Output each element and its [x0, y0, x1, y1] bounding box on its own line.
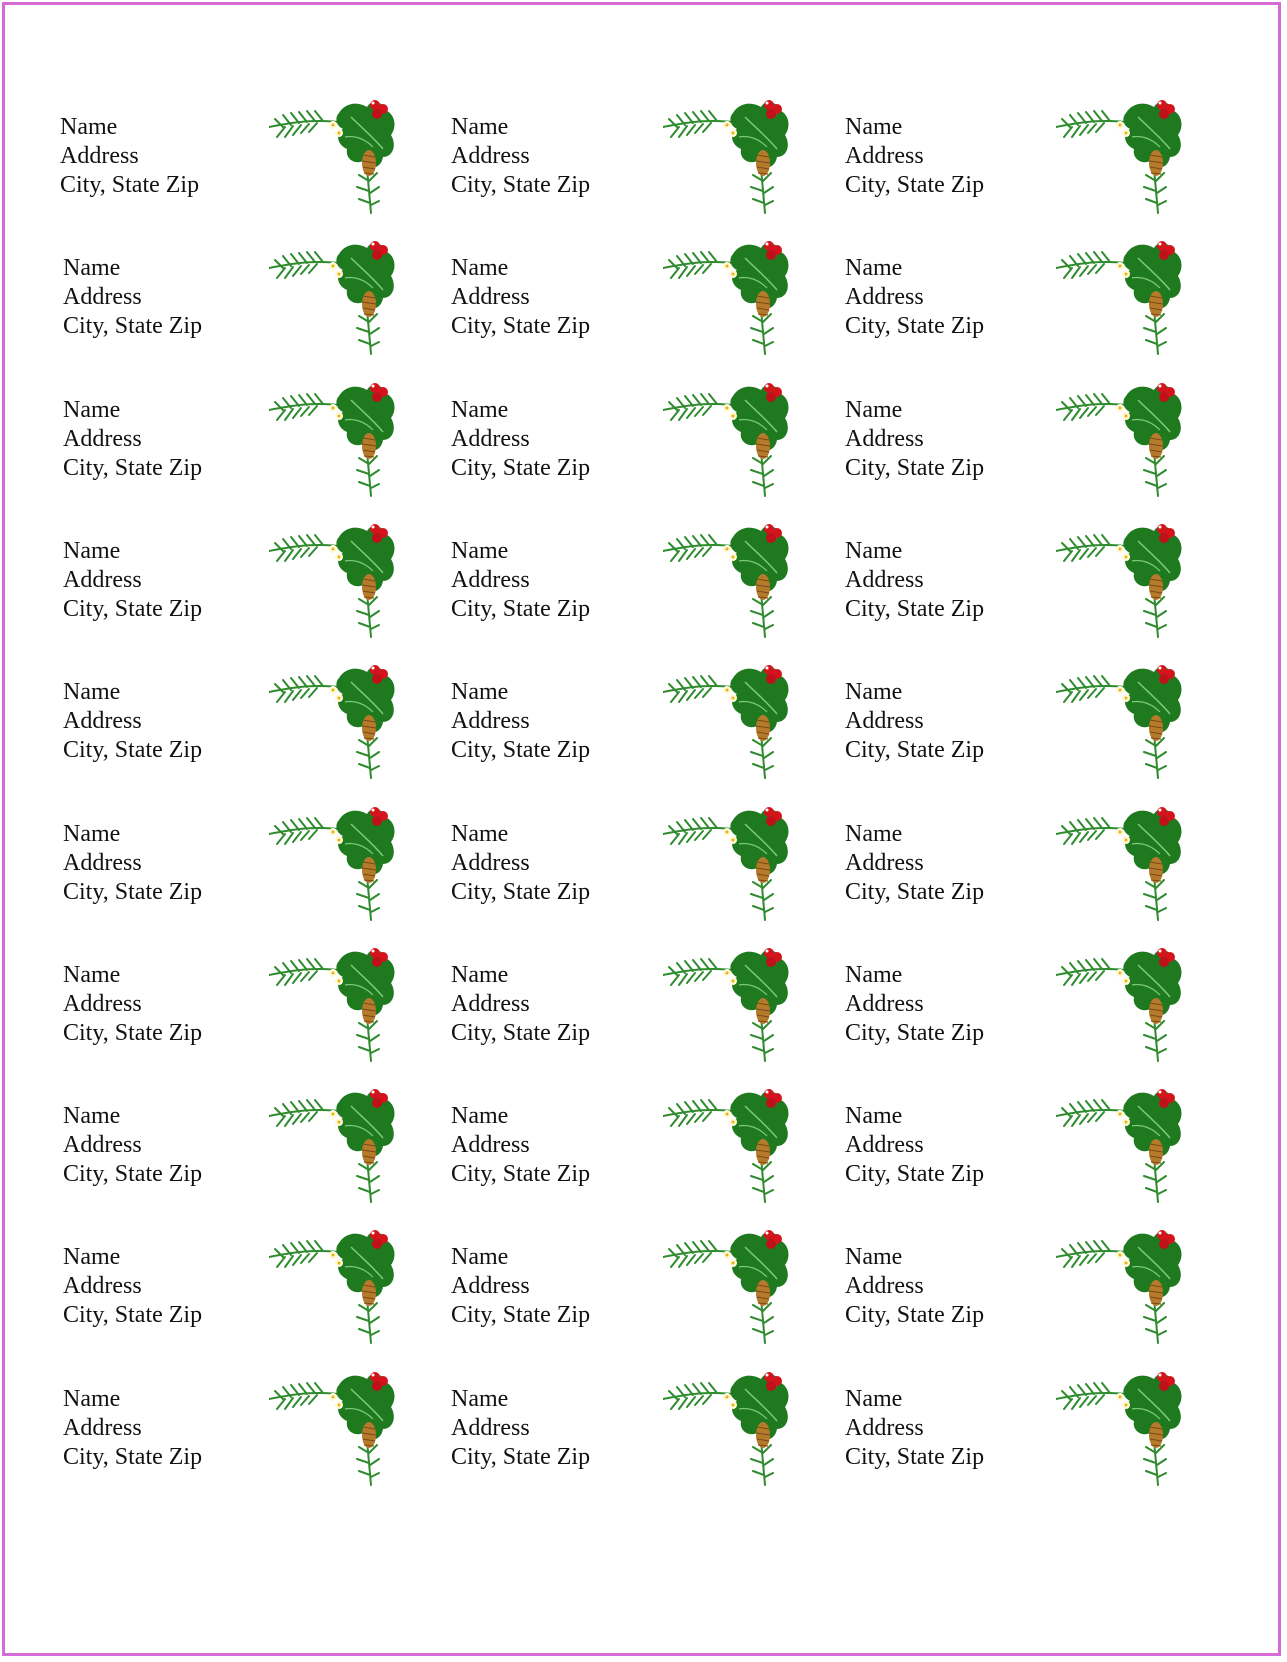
label-name: Name	[63, 537, 121, 564]
label-address: Address	[60, 143, 139, 169]
label-name: Name	[845, 1244, 903, 1271]
holly-sprig-icon	[1056, 521, 1188, 639]
address-label	[444, 939, 864, 1089]
address-label	[838, 656, 1258, 806]
label-name: Name	[63, 1385, 121, 1412]
label-address: Address	[845, 708, 924, 735]
holly-sprig-icon	[269, 97, 401, 215]
label-city-state-zip: City, State Zip	[451, 878, 591, 905]
label-name: Name	[845, 255, 903, 282]
address-block	[845, 820, 984, 907]
holly-sprig-icon	[663, 1227, 795, 1345]
address-label	[50, 656, 470, 806]
address-block	[451, 396, 590, 483]
address-block	[845, 1243, 984, 1330]
label-address: Address	[845, 849, 924, 876]
label-city-state-zip: City, State Zip	[451, 454, 591, 481]
label-name: Name	[63, 961, 121, 988]
address-label	[50, 232, 470, 382]
holly-sprig-icon	[1056, 380, 1188, 498]
holly-sprig-icon	[1056, 1086, 1188, 1204]
label-name: Name	[451, 1103, 509, 1130]
address-block	[63, 396, 202, 483]
label-address: Address	[845, 143, 924, 169]
label-city-state-zip: City, State Zip	[845, 1443, 985, 1470]
label-address: Address	[845, 1132, 924, 1159]
address-block	[63, 820, 202, 907]
label-address: Address	[451, 1273, 530, 1300]
label-address: Address	[63, 1132, 142, 1159]
holly-sprig-icon	[663, 1369, 795, 1487]
label-name: Name	[845, 1103, 903, 1130]
label-name: Name	[451, 679, 509, 706]
label-name: Name	[63, 1244, 121, 1271]
holly-sprig-icon	[663, 380, 795, 498]
holly-sprig-icon	[269, 945, 401, 1063]
label-city-state-zip: City, State Zip	[63, 313, 203, 340]
address-block	[63, 537, 202, 624]
address-label	[50, 1363, 470, 1513]
address-label	[444, 1080, 864, 1230]
label-city-state-zip: City, State Zip	[845, 1161, 985, 1188]
label-name: Name	[845, 114, 903, 140]
label-city-state-zip: City, State Zip	[63, 878, 203, 905]
address-block	[845, 1385, 984, 1472]
label-address: Address	[845, 425, 924, 452]
label-address: Address	[451, 990, 530, 1017]
address-block	[451, 254, 590, 341]
label-city-state-zip: City, State Zip	[63, 1019, 203, 1046]
address-label	[838, 1363, 1258, 1513]
holly-sprig-icon	[1056, 97, 1188, 215]
label-address: Address	[63, 1273, 142, 1300]
address-block	[63, 678, 202, 765]
label-city-state-zip: City, State Zip	[845, 1302, 985, 1329]
address-block	[451, 537, 590, 624]
holly-sprig-icon	[1056, 945, 1188, 1063]
holly-sprig-icon	[1056, 1369, 1188, 1487]
address-label	[838, 798, 1258, 948]
label-city-state-zip: City, State Zip	[451, 595, 591, 622]
label-name: Name	[845, 1385, 903, 1412]
label-city-state-zip: City, State Zip	[451, 1019, 591, 1046]
label-city-state-zip: City, State Zip	[63, 1302, 203, 1329]
holly-sprig-icon	[1056, 238, 1188, 356]
label-address: Address	[63, 566, 142, 593]
holly-sprig-icon	[1056, 662, 1188, 780]
holly-sprig-icon	[269, 380, 401, 498]
holly-sprig-icon	[663, 521, 795, 639]
address-label	[444, 374, 864, 524]
label-grid	[50, 91, 1250, 1591]
label-name: Name	[451, 537, 509, 564]
label-address: Address	[845, 990, 924, 1017]
address-block	[63, 1102, 202, 1189]
holly-sprig-icon	[269, 804, 401, 922]
label-city-state-zip: City, State Zip	[451, 172, 591, 198]
address-label	[444, 1363, 864, 1513]
label-name: Name	[60, 114, 118, 140]
address-block	[60, 113, 199, 200]
holly-sprig-icon	[1056, 1227, 1188, 1345]
holly-sprig-icon	[269, 238, 401, 356]
label-name: Name	[451, 1244, 509, 1271]
label-address: Address	[451, 143, 530, 169]
address-block	[845, 537, 984, 624]
address-label	[838, 374, 1258, 524]
address-label	[444, 515, 864, 665]
label-name: Name	[845, 679, 903, 706]
label-city-state-zip: City, State Zip	[451, 313, 591, 340]
label-city-state-zip: City, State Zip	[63, 454, 203, 481]
address-label	[444, 1221, 864, 1371]
label-address: Address	[451, 284, 530, 311]
holly-sprig-icon	[663, 97, 795, 215]
address-block	[845, 396, 984, 483]
holly-sprig-icon	[663, 945, 795, 1063]
label-address: Address	[845, 1273, 924, 1300]
address-label	[838, 1080, 1258, 1230]
address-block	[451, 1243, 590, 1330]
label-city-state-zip: City, State Zip	[845, 454, 985, 481]
label-name: Name	[451, 820, 509, 847]
label-city-state-zip: City, State Zip	[845, 313, 985, 340]
address-label	[50, 374, 470, 524]
address-label	[838, 939, 1258, 1089]
address-block	[451, 1385, 590, 1472]
label-name: Name	[845, 396, 903, 423]
address-label	[50, 91, 470, 241]
address-block	[845, 254, 984, 341]
label-name: Name	[845, 537, 903, 564]
address-block	[451, 820, 590, 907]
address-label	[444, 91, 864, 241]
holly-sprig-icon	[269, 1086, 401, 1204]
label-city-state-zip: City, State Zip	[63, 1161, 203, 1188]
label-city-state-zip: City, State Zip	[63, 595, 203, 622]
holly-sprig-icon	[269, 1369, 401, 1487]
label-city-state-zip: City, State Zip	[63, 1443, 203, 1470]
label-address: Address	[63, 990, 142, 1017]
address-block	[451, 1102, 590, 1189]
label-city-state-zip: City, State Zip	[845, 172, 985, 198]
label-address: Address	[845, 284, 924, 311]
holly-sprig-icon	[663, 804, 795, 922]
label-city-state-zip: City, State Zip	[845, 595, 985, 622]
label-name: Name	[63, 679, 121, 706]
label-name: Name	[451, 961, 509, 988]
address-block	[63, 961, 202, 1048]
label-name: Name	[63, 820, 121, 847]
holly-sprig-icon	[1056, 804, 1188, 922]
address-block	[845, 113, 984, 200]
address-label	[444, 232, 864, 382]
label-name: Name	[451, 1385, 509, 1412]
address-label	[50, 1221, 470, 1371]
label-address: Address	[63, 708, 142, 735]
label-address: Address	[451, 849, 530, 876]
holly-sprig-icon	[269, 1227, 401, 1345]
label-city-state-zip: City, State Zip	[845, 878, 985, 905]
label-address: Address	[845, 566, 924, 593]
address-label	[50, 798, 470, 948]
label-city-state-zip: City, State Zip	[451, 1443, 591, 1470]
holly-sprig-icon	[663, 238, 795, 356]
address-block	[845, 961, 984, 1048]
address-label	[50, 515, 470, 665]
label-name: Name	[845, 961, 903, 988]
address-block	[845, 1102, 984, 1189]
label-name: Name	[451, 114, 509, 140]
label-city-state-zip: City, State Zip	[845, 1019, 985, 1046]
address-label	[444, 798, 864, 948]
label-address: Address	[845, 1414, 924, 1441]
address-block	[451, 113, 590, 200]
label-address: Address	[451, 1414, 530, 1441]
address-label	[838, 515, 1258, 665]
address-block	[451, 678, 590, 765]
label-city-state-zip: City, State Zip	[63, 737, 203, 764]
label-address: Address	[63, 849, 142, 876]
label-address: Address	[63, 425, 142, 452]
label-name: Name	[451, 255, 509, 282]
address-block	[845, 678, 984, 765]
label-name: Name	[63, 396, 121, 423]
holly-sprig-icon	[269, 521, 401, 639]
address-label	[838, 1221, 1258, 1371]
label-address: Address	[451, 1132, 530, 1159]
holly-sprig-icon	[663, 662, 795, 780]
holly-sprig-icon	[269, 662, 401, 780]
address-label	[838, 91, 1258, 241]
label-city-state-zip: City, State Zip	[451, 1302, 591, 1329]
address-block	[63, 254, 202, 341]
address-block	[451, 961, 590, 1048]
label-address: Address	[451, 425, 530, 452]
label-address: Address	[63, 284, 142, 311]
label-address: Address	[451, 566, 530, 593]
address-label	[50, 1080, 470, 1230]
label-name: Name	[845, 820, 903, 847]
label-name: Name	[63, 1103, 121, 1130]
label-city-state-zip: City, State Zip	[60, 172, 200, 198]
label-sheet-page	[2, 2, 1281, 1656]
label-address: Address	[451, 708, 530, 735]
address-block	[63, 1385, 202, 1472]
address-label	[444, 656, 864, 806]
holly-sprig-icon	[663, 1086, 795, 1204]
label-city-state-zip: City, State Zip	[451, 1161, 591, 1188]
label-name: Name	[63, 255, 121, 282]
address-label	[838, 232, 1258, 382]
address-block	[63, 1243, 202, 1330]
label-name: Name	[451, 396, 509, 423]
label-city-state-zip: City, State Zip	[845, 737, 985, 764]
label-city-state-zip: City, State Zip	[451, 737, 591, 764]
address-label	[50, 939, 470, 1089]
label-address: Address	[63, 1414, 142, 1441]
